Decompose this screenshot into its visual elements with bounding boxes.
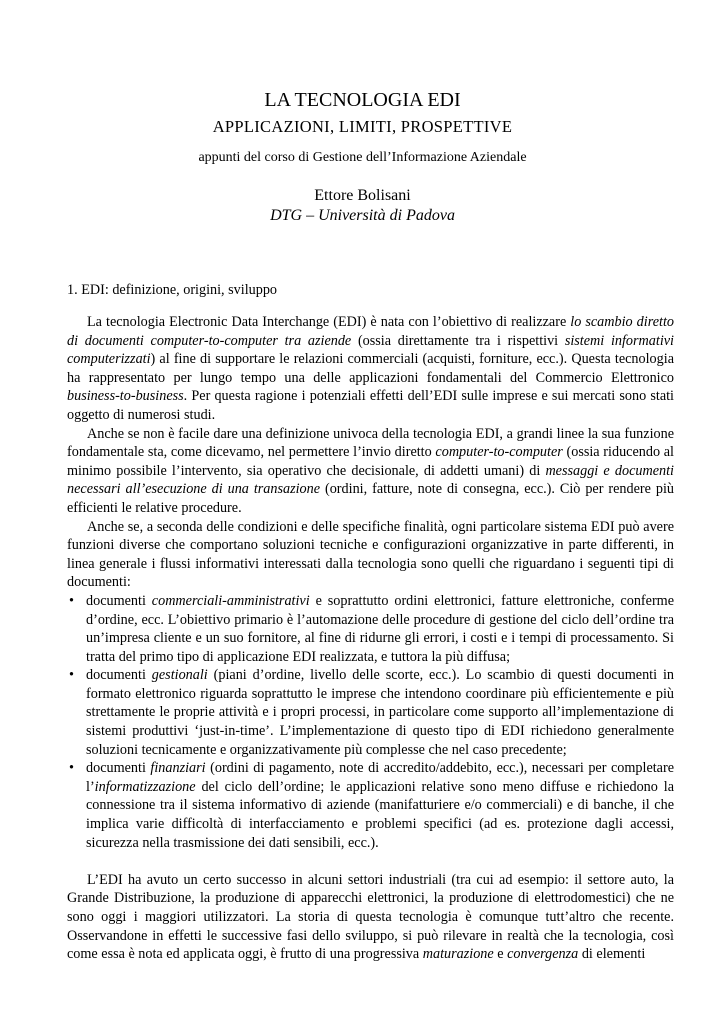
list-item	[67, 666, 674, 759]
p3-text-a: Anche se, a seconda delle condizioni e delle specifiche finalità, ogni particolare sistema EDI può avere funzioni diverse che comportano soluzioni tecniche e configurazioni organizzative in parte differenti, in linea generale i flussi informativi interessati dalla tecnologia sono quelli che riguardano i seguenti tipi di documenti:	[67, 518, 674, 591]
p2-emphasis-d: messaggi e documenti necessari all’esecuzione di una transazione	[67, 462, 674, 498]
paragraph-3	[67, 518, 674, 592]
bullet-text: documenti	[86, 592, 152, 609]
p2-text-a: Anche se non è facile dare una definizione univoca della tecnologia EDI, a grandi linee la sua funzione fondamentale sta, come dicevamo, nel permettere l’invio diretto	[67, 425, 674, 461]
author-name: Ettore Bolisani	[314, 187, 411, 204]
p1-text-e: ) al fine di supportare le relazioni commerciali (acquisti, forniture, ecc.). Questa tecnologia ha rappresentato per lungo tempo una delle applicazioni fondamentali del Commercio Elettronico	[67, 351, 674, 386]
bullet-text: (ordini di pagamento, note di accredito/addebito, ecc.), necessari per completare l’	[86, 760, 674, 795]
bullet-emphasis: gestionali	[151, 667, 208, 684]
p1-text-g: . Per questa ragione i potenziali effetti dell’EDI sulle imprese e sui mercati sono stati oggetto di numerosi studi.	[67, 388, 674, 423]
p4-emphasis-d: convergenza	[507, 946, 579, 963]
bullet-text: documenti	[86, 667, 152, 684]
bullet-icon: •	[69, 592, 74, 609]
bullet-emphasis: finanziari	[150, 760, 206, 777]
p4-text-c: e	[493, 946, 508, 963]
author-affiliation: DTG – Università di Padova	[270, 207, 455, 224]
list-item	[67, 759, 674, 852]
bullet-icon: •	[69, 667, 74, 684]
paragraph-4	[67, 871, 674, 964]
bullet-text: del ciclo dell’ordine; le applicazioni relative sono meno diffuse e richiedono la connessione tra il sistema informativo di aziende (manifatturiere e/o commerciali) e di banche, il che implica varie difficoltà di interfacciamento e problemi specifici (ad es. protezione dagli accessi, sicurezza nella trasmissione dei dati sensibili, ecc.).	[86, 778, 674, 851]
p4-emphasis-b: maturazione	[422, 946, 494, 963]
document-title: LA TECNOLOGIA EDI	[264, 89, 461, 111]
paragraph-2	[67, 425, 674, 518]
section-heading: 1. EDI: definizione, origini, sviluppo	[67, 282, 278, 298]
p4-text-e: di elementi	[578, 946, 646, 963]
p2-text-c: (ossia riducendo al minimo possibile l’intervento, sia operativo che decisionale, di addetti umani) di	[67, 444, 674, 479]
bullet-icon: •	[69, 760, 74, 777]
bullet-text: documenti	[86, 760, 151, 777]
bullet-emphasis: informatizzazione	[94, 778, 196, 795]
p2-text-e: (ordini, fatture, note di consegna, ecc.). Ciò per rendere più efficienti le relative procedure.	[67, 481, 674, 516]
bullet-text: e soprattutto ordini elettronici, fatture elettroniche, conferme d’ordine, ecc. L’obiettivo primario è l’automazione delle procedure di gestione del ciclo dell’ordine tra un’impresa cliente e un suo fornitore, al fine di ridurne gli errori, i costi e i tempi di processamento. Si tratta del primo tipo di applicazione EDI realizzata, e tuttora la più diffusa;	[86, 592, 674, 665]
paragraph-1	[67, 313, 674, 425]
p1-emphasis-d: sistemi informativi computerizzati	[67, 332, 674, 368]
p2-emphasis-b: computer-to-computer	[435, 444, 563, 461]
p4-text-a: L’EDI ha avuto un certo successo in alcuni settori industriali (tra cui ad esempio: il settore auto, la Grande Distribuzione, la produzione di apparecchi elettronici, la produzione di elettrodomestici) che ne sono oggi i maggiori utilizzatori. La storia di questa tecnologia è comunque tutt’altro che recente. Osservandone in effetti le successive fasi dello sviluppo, si può rilevare in realtà che la tecnologia, così come essa è nota ed applicata oggi, è frutto di una progressiva	[67, 871, 674, 963]
list-item	[67, 592, 674, 666]
document-body	[67, 313, 674, 964]
bullet-text: (piani d’ordine, livello delle scorte, ecc.). Lo scambio di questi documenti in formato elettronico riguarda soprattutto le imprese che intendono coordinare più efficientemente e più strettamente le proprie attività e i propri processi, in particolare come supporto all’implementazione di sistemi produttivi ‘just-in-time’. L’implementazione di questo tipo di EDI richiedono generalmente soluzioni tecnicamente e organizzativamente più complesse che nel caso precedente;	[86, 667, 674, 758]
document-type-list	[67, 592, 674, 852]
document-subtitle: APPLICAZIONI, LIMITI, PROSPETTIVE	[212, 117, 513, 136]
p1-text-a: La tecnologia Electronic Data Interchange (EDI) è nata con l’obiettivo di realizzare	[87, 314, 571, 330]
course-note: appunti del corso di Gestione dell’Informazione Aziendale	[198, 150, 527, 165]
p1-text-c: (ossia direttamente tra i rispettivi	[351, 332, 565, 349]
p1-emphasis-f: business-to-business	[67, 388, 184, 405]
bullet-emphasis: commerciali-amministrativi	[151, 592, 310, 609]
p1-emphasis-b: lo scambio diretto di documenti computer-to-computer tra aziende	[67, 314, 674, 349]
